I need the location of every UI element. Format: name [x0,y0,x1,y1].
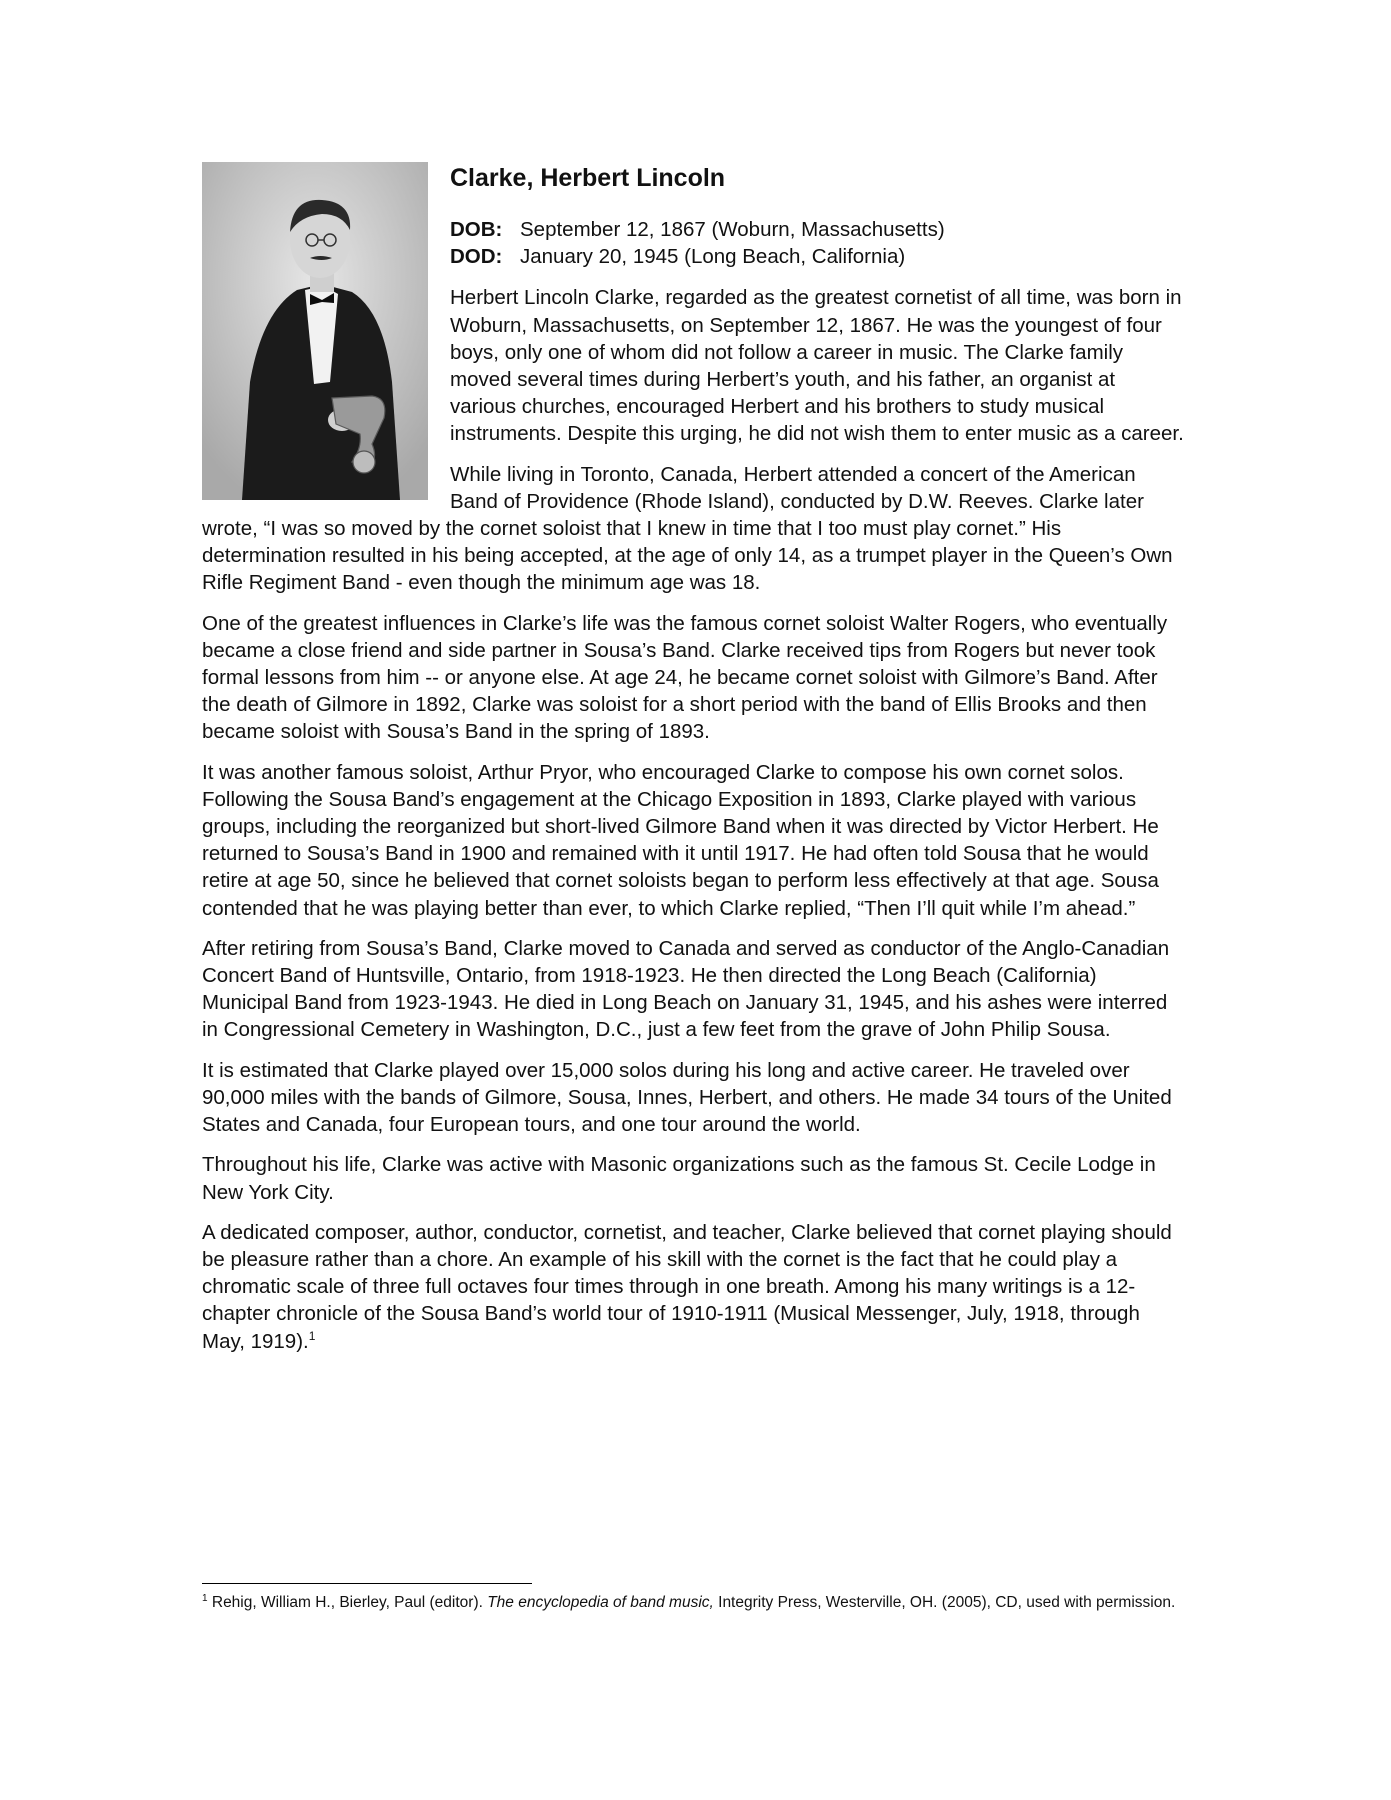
footnote-title: The encyclopedia of band music, [487,1594,714,1611]
footnote-reference[interactable]: 1 [308,1328,316,1343]
paragraph-8: A dedicated composer, author, conductor, cornetist, and teacher, Clarke believed that cornet playing should be pleasure rather than a chore. An example of his skill with the cornet is the fact that he could play a chromatic scale of three full octaves four times through in one breath. Among his many writings is a 12-chapter chronicle of the Sousa Band’s world tour of 1910-1911 (Musical Messenger, July, 1918, through May, 1919). [202,1220,1172,1353]
dob-label: DOB: [450,218,503,241]
paragraph-5: After retiring from Sousa’s Band, Clarke moved to Canada and served as conductor of the Anglo-Canadian Concert Band of Huntsville, Ontario, from 1918-1923. He then directed the Long Beach (California) Municipal Band from 1923-1943. He died in Long Beach on January 31, 1945, and his ashes were interred in Congressional Cemetery in Washington, D.C., just a few feet from the grave of John Philip Sousa. [202,936,1170,1042]
footnote-divider [202,1583,532,1584]
dod-label: DOD: [450,245,503,269]
paragraph-4: It was another famous soloist, Arthur Pryor, who encouraged Clarke to compose his own cornet solos. Following the Sousa Band’s engagement at the Chicago Exposition in 1893, Clarke played with various groups, including the reorganized but short-lived Gilmore Band when it was directed by Victor Herbert. He returned to Sousa’s Band in 1900 and remained with it until 1917. He had often told Sousa that he would retire at age 50, since he believed that cornet soloists began to perform less effectively at that age. Sousa contended that he was playing better than ever, to which Clarke replied, “Then I’ll quit while I’m ahead.” [202,760,1159,920]
page-title: Clarke, Herbert Lincoln [450,164,726,192]
dod-value: January 20, 1945 (Long Beach, California) [520,245,906,269]
paragraph-8-container [202,1219,1186,1355]
paragraph-3: One of the greatest influences in Clarke’s life was the famous cornet soloist Walter Rogers, who eventually became a close friend and side partner in Sousa’s Band. Clarke received tips from Rogers but never took formal lessons from him -- or anyone else. At age 24, he became cornet soloist with Gilmore’s Band. After the death of Gilmore in 1892, Clarke was soloist for a short period with the band of Ellis Brooks and then became soloist with Sousa’s Band in the spring of 1893. [202,611,1168,744]
document-body [202,160,1186,1368]
paragraph-1: Herbert Lincoln Clarke, regarded as the greatest cornetist of all time, was born in Woburn, Massachusetts, on September 12, 1867. He was the youngest of four boys, only one of whom did not follow a career in music. The Clarke family moved several times during Herbert’s youth, and his father, an organist at various churches, encouraged Herbert and his brothers to study musical instruments. Despite this urging, he did not wish them to enter music as a career. [450,286,1184,446]
dob-value: September 12, 1867 (Woburn, Massachusetts) [520,218,945,241]
footnote-text-after: Integrity Press, Westerville, OH. (2005), CD, used with permission. [713,1594,1176,1611]
paragraph-2: While living in Toronto, Canada, Herbert attended a concert of the American Band of Providence (Rhode Island), conducted by D.W. Reeves. Clarke later wrote, “I was so moved by the cornet soloist that I knew in time that I too must play cornet.” His determination resulted in his being accepted, at the age of only 14, as a trumpet player in the Queen’s Own Rifle Regiment Band - even though the minimum age was 18. [202,462,1173,595]
footnote [202,1592,1182,1613]
paragraph-6: It is estimated that Clarke played over 15,000 solos during his long and active career. He traveled over 90,000 miles with the bands of Gilmore, Sousa, Innes, Herbert, and others. He made 34 tours of the United States and Canada, four European tours, and one tour around the world. [202,1058,1172,1137]
footnote-marker: 1 [202,1592,208,1604]
portrait-photo-icon [202,162,428,500]
footnote-text-before: Rehig, William H., Bierley, Paul (editor). [207,1594,488,1611]
portrait-photo [202,162,428,500]
paragraph-7: Throughout his life, Clarke was active with Masonic organizations such as the famous St. Cecile Lodge in New York City. [202,1153,1156,1204]
